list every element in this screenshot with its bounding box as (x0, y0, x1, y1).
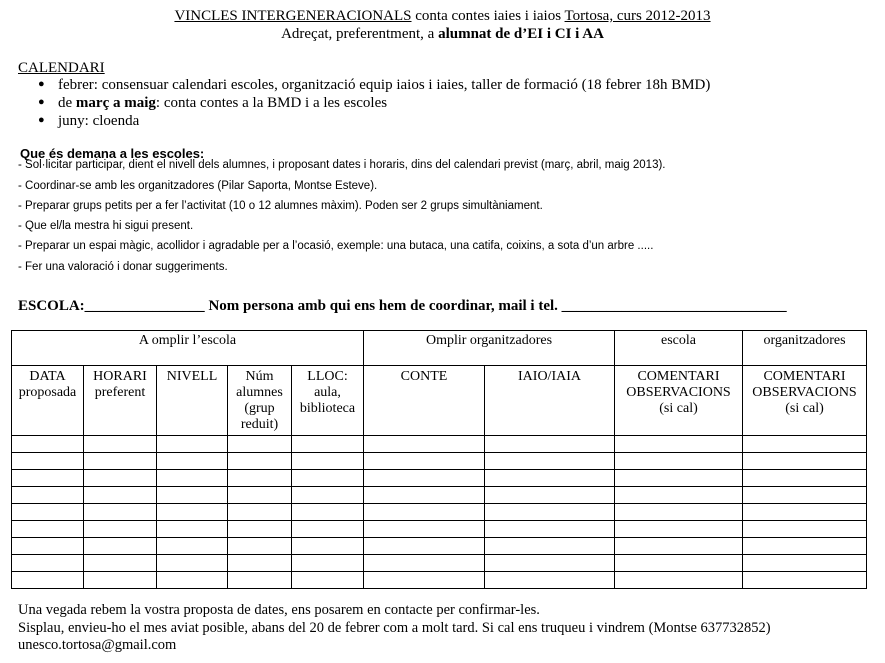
footer-email[interactable]: unesco.tortosa@gmail.com (18, 637, 177, 653)
table-row (12, 504, 867, 521)
table-cell[interactable] (157, 436, 228, 453)
calendar-item-text: juny: cloenda (58, 113, 140, 129)
table-cell[interactable] (485, 487, 615, 504)
table-cell[interactable] (228, 555, 292, 572)
column-header-col-data-proposada: DATA proposada (12, 366, 84, 436)
table-cell[interactable] (364, 504, 485, 521)
table-cell[interactable] (157, 487, 228, 504)
column-header-col-comentari-escola: COMENTARI OBSERVACIONS (si cal) (615, 366, 743, 436)
footer-note: Una vegada rebem la vostra proposta de dates, ens posarem en contacte per confirmar-les. (18, 602, 540, 618)
calendar-item (38, 113, 139, 130)
title-activity: conta contes iaies i iaios (411, 8, 565, 24)
table-cell[interactable] (84, 453, 157, 470)
proposal-form-table (11, 330, 867, 589)
bullet-icon: ● (38, 96, 45, 108)
table-cell[interactable] (228, 453, 292, 470)
calendar-item-text: : conta contes a la BMD i a les escoles (155, 95, 388, 111)
table-cell[interactable] (743, 470, 867, 487)
column-header-col-nivell: NIVELL (157, 366, 228, 436)
table-cell[interactable] (485, 555, 615, 572)
table-cell[interactable] (84, 572, 157, 589)
group-organizers-fill: Omplir organitzadores (364, 331, 615, 366)
table-cell[interactable] (364, 436, 485, 453)
group-school: escola (615, 331, 743, 366)
title-place-year: Tortosa, curs 2012-2013 (564, 8, 711, 24)
table-cell[interactable] (12, 572, 84, 589)
column-header-col-num-alumnes: Núm alumnes (grup reduit) (228, 366, 292, 436)
column-header-col-iaio-iaia: IAIO/IAIA (485, 366, 615, 436)
table-cell[interactable] (364, 453, 485, 470)
table-cell[interactable] (228, 521, 292, 538)
table-row (12, 572, 867, 589)
table-cell[interactable] (228, 504, 292, 521)
table-cell[interactable] (743, 453, 867, 470)
calendar-item-period: març a maig (75, 95, 156, 111)
document-subtitle (0, 26, 885, 43)
table-cell[interactable] (12, 487, 84, 504)
table-row (12, 521, 867, 538)
column-header-row (12, 366, 867, 436)
column-header-col-conte: CONTE (364, 366, 485, 436)
request-item: - Fer una valoració i donar suggeriments. (18, 261, 228, 273)
table-cell[interactable] (84, 538, 157, 555)
table-cell[interactable] (364, 521, 485, 538)
request-item: - Que el/la mestra hi sigui present. (18, 220, 194, 232)
table-cell[interactable] (364, 555, 485, 572)
contact-person-field[interactable]: Nom persona amb qui ens hem de coordinar, mail i tel. ______________________________ (208, 298, 787, 314)
title-program-name: VINCLES INTERGENERACIONALS (174, 8, 412, 24)
table-cell[interactable] (292, 453, 364, 470)
table-cell[interactable] (84, 487, 157, 504)
table-row (12, 538, 867, 555)
table-cell[interactable] (364, 470, 485, 487)
table-cell[interactable] (84, 470, 157, 487)
table-cell[interactable] (615, 436, 743, 453)
table-cell[interactable] (292, 521, 364, 538)
bullet-icon: ● (38, 78, 45, 90)
table-cell[interactable] (12, 538, 84, 555)
table-cell[interactable] (12, 555, 84, 572)
school-contact-line (18, 298, 787, 315)
table-cell[interactable] (228, 470, 292, 487)
calendar-item (38, 95, 387, 112)
table-cell[interactable] (157, 453, 228, 470)
table-cell[interactable] (615, 555, 743, 572)
table-cell[interactable] (157, 555, 228, 572)
table-cell[interactable] (12, 521, 84, 538)
table-cell[interactable] (228, 487, 292, 504)
table-cell[interactable] (615, 504, 743, 521)
table-row (12, 555, 867, 572)
table-cell[interactable] (615, 538, 743, 555)
table-cell[interactable] (743, 521, 867, 538)
table-cell[interactable] (12, 436, 84, 453)
table-cell[interactable] (743, 436, 867, 453)
table-cell[interactable] (485, 453, 615, 470)
calendar-item-text: de (58, 95, 76, 111)
table-cell[interactable] (292, 487, 364, 504)
table-cell[interactable] (84, 436, 157, 453)
table-cell[interactable] (485, 521, 615, 538)
table-cell[interactable] (12, 453, 84, 470)
table-cell[interactable] (743, 572, 867, 589)
table-cell[interactable] (12, 470, 84, 487)
table-cell[interactable] (157, 470, 228, 487)
group-organizers: organitzadores (743, 331, 867, 366)
table-cell[interactable] (485, 470, 615, 487)
table-cell[interactable] (84, 504, 157, 521)
subtitle-audience: alumnat de d’EI i CI i AA (438, 26, 604, 42)
request-item: - Sol·licitar participar, dient el nivell dels alumnes, i proposant dates i horaris, dins del calendari previst (març, abril, maig 2013). (18, 159, 666, 171)
table-cell[interactable] (485, 538, 615, 555)
request-item: - Preparar un espai màgic, acollidor i agradable per a l’ocasió, exemple: una butaca, una catifa, coixins, a sota d’un arbre ..... (18, 240, 654, 252)
subtitle-text: Adreçat, preferentment, a (281, 26, 439, 42)
table-cell[interactable] (84, 555, 157, 572)
table-row (12, 436, 867, 453)
table-cell[interactable] (292, 572, 364, 589)
table-cell[interactable] (228, 572, 292, 589)
table-cell[interactable] (615, 521, 743, 538)
table-cell[interactable] (292, 436, 364, 453)
column-header-col-comentari-organitzadores: COMENTARI OBSERVACIONS (si cal) (743, 366, 867, 436)
table-cell[interactable] (615, 487, 743, 504)
table-cell[interactable] (364, 538, 485, 555)
table-cell[interactable] (485, 504, 615, 521)
table-cell[interactable] (228, 538, 292, 555)
calendar-item-text: febrer: consensuar calendari escoles, organització equip iaios i iaies, taller de formació (18 febrer 18h BMD) (58, 77, 711, 93)
table-cell[interactable] (615, 572, 743, 589)
group-school-fills: A omplir l’escola (12, 331, 364, 366)
form-table-body (12, 436, 867, 589)
table-cell[interactable] (743, 487, 867, 504)
table-cell[interactable] (743, 555, 867, 572)
table-cell[interactable] (157, 521, 228, 538)
footer-note: Sisplau, envieu-ho el mes aviat posible, abans del 20 de febrer com a molt tard. Si cal ens truqueu i vindrem (Montse 637732852) (18, 620, 771, 636)
table-cell[interactable] (364, 487, 485, 504)
table-cell[interactable] (615, 453, 743, 470)
table-cell[interactable] (157, 572, 228, 589)
table-cell[interactable] (157, 504, 228, 521)
column-header-col-lloc: LLOC: aula, biblioteca (292, 366, 364, 436)
school-field[interactable]: ESCOLA:________________ (18, 298, 209, 314)
table-cell[interactable] (485, 436, 615, 453)
table-cell[interactable] (743, 538, 867, 555)
column-header-col-horari: HORARI preferent (84, 366, 157, 436)
table-cell[interactable] (743, 504, 867, 521)
table-cell[interactable] (485, 572, 615, 589)
column-group-header-row (12, 331, 867, 366)
table-row (12, 487, 867, 504)
request-item: - Preparar grups petits per a fer l’activitat (10 o 12 alumnes màxim). Poden ser 2 grups simultàniament. (18, 200, 543, 212)
table-cell[interactable] (292, 538, 364, 555)
requests-heading: Que és demana a les escoles: (20, 146, 205, 161)
table-cell[interactable] (615, 470, 743, 487)
table-cell[interactable] (364, 572, 485, 589)
table-cell[interactable] (292, 555, 364, 572)
request-item: - Coordinar-se amb les organitzadores (Pilar Saporta, Montse Esteve). (18, 180, 378, 192)
bullet-icon: ● (38, 114, 45, 126)
calendar-heading: CALENDARI (18, 60, 105, 76)
table-row (12, 453, 867, 470)
table-row (12, 470, 867, 487)
calendar-item (38, 77, 710, 94)
table-cell[interactable] (157, 538, 228, 555)
table-cell[interactable] (228, 436, 292, 453)
table-cell[interactable] (292, 470, 364, 487)
table-cell[interactable] (84, 521, 157, 538)
table-cell[interactable] (292, 504, 364, 521)
document-title (0, 8, 885, 25)
table-cell[interactable] (12, 504, 84, 521)
